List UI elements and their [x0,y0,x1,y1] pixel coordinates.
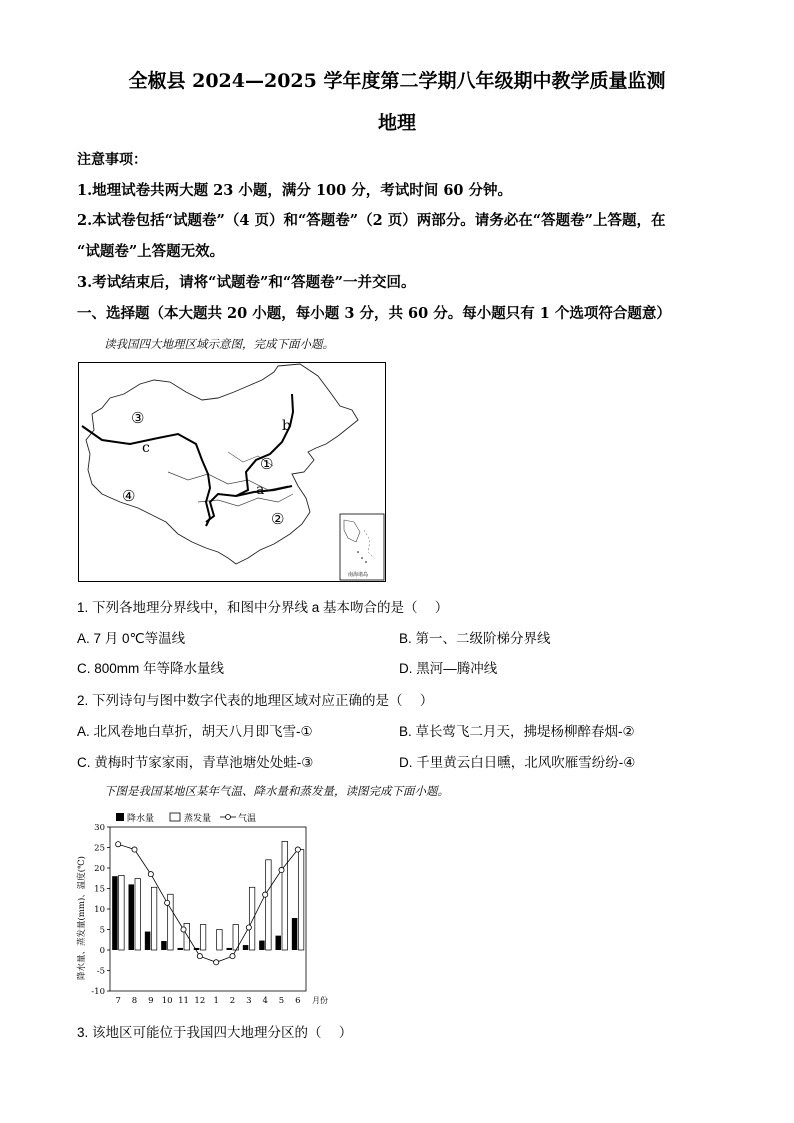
temp-point [214,960,219,965]
temp-point [230,954,235,959]
notice-item-2b: “试题卷”上答题无效。 [77,243,225,260]
map-label-c: c [142,440,150,456]
chart-legend [116,812,256,824]
temp-point [295,847,300,852]
legend-swatch-precip [116,813,124,821]
q2-stem: 2. 下列诗句与图中数字代表的地理区域对应正确的是（ ） [77,693,434,708]
q1-option-a[interactable]: A. 7 月 0℃等温线 [77,631,186,646]
evap-bar [282,841,288,950]
map-label-4: ④ [122,487,136,505]
evap-bar [266,860,272,950]
precip-bar [227,948,233,950]
q1-option-d[interactable]: D. 黑河—腾冲线 [399,661,498,676]
evap-bar [233,925,239,950]
subject-title: 地理 [377,112,416,134]
precip-bar [129,884,135,950]
temp-point [116,842,121,847]
evap-bar [119,875,125,950]
y-tick-label: 30 [94,823,105,833]
q1-option-b[interactable]: B. 第一、二级阶梯分界线 [399,631,551,646]
x-tick-label: 6 [295,996,301,1006]
legend-precip: 降水量 [127,814,155,824]
y-tick-label: 0 [99,946,105,956]
evap-bar [200,925,206,950]
x-tick-label: 5 [278,996,285,1006]
precip-bar [178,948,184,950]
map-label-3: ③ [131,409,145,427]
notice-heading: 注意事项： [77,152,147,168]
legend-temp: 气温 [238,814,257,824]
exam-title: 全椒县 2024—2025 学年度第二学期八年级期中教学质量监测 [128,70,666,92]
legend-evap: 蒸发量 [184,814,212,824]
temp-point [197,954,202,959]
y-tick-label: 5 [99,925,105,936]
q2-option-d[interactable]: D. 千里黄云白日曛，北风吹雁雪纷纷-④ [399,755,636,770]
precip-bar [259,941,265,950]
evap-bar [217,930,223,951]
x-tick-label: 12 [194,996,206,1006]
evap-bar [298,850,304,950]
temp-point [132,847,137,852]
q1-option-c[interactable]: C. 800mm 年等降水量线 [77,661,225,676]
temp-point [279,867,284,872]
y-tick-label: -10 [91,987,105,997]
evap-bar [249,887,255,950]
china-regions-map [78,362,386,582]
y-axis-label: 降水量、蒸发量(mm)、温度(℃) [77,856,87,980]
temp-point [148,872,153,877]
climate-chart [70,808,340,1008]
chart-intro: 下图是我国某地区某年气温、降水量和蒸发量，读图完成下面小题。 [104,784,449,798]
q3-stem: 3. 该地区可能位于我国四大地理分区的（ ） [77,1025,353,1040]
temp-point [246,925,251,930]
y-tick-label: -5 [96,966,105,977]
precip-bar [112,876,118,950]
x-tick-label: 11 [178,996,189,1006]
temp-point [165,900,170,905]
x-tick-label: 10 [161,996,173,1006]
notice-item-2a: 2.本试卷包括“试题卷”（4 页）和“答题卷”（2 页）两部分。请务必在“答题卷”上答题，在 [77,212,666,229]
x-axis-label: 月份 [312,996,328,1005]
map-label-2: ② [271,510,285,528]
y-tick-label: 25 [94,843,105,854]
x-tick-label: 1 [213,996,219,1006]
map-label-1: ① [260,455,274,473]
q2-option-c[interactable]: C. 黄梅时节家家雨，青草池塘处处蛙-③ [77,755,314,770]
y-tick-label: 15 [94,884,105,895]
inset-frame [340,514,384,580]
legend-swatch-evap [170,813,180,821]
x-tick-label: 9 [148,996,154,1006]
precip-bar [276,936,282,950]
x-tick-label: 3 [246,996,252,1006]
section-heading: 一、选择题（本大题共 20 小题，每小题 3 分，共 60 分。每小题只有 1 个选项符合题意） [77,305,671,322]
evap-bar [151,887,157,950]
notice-item-1: 1.地理试卷共两大题 23 小题，满分 100 分，考试时间 60 分钟。 [77,182,513,199]
x-tick-label: 2 [229,996,236,1006]
map-label-b: b [282,418,291,434]
notice-item-3: 3.考试结束后，请将“试题卷”和“答题卷”一并交回。 [77,274,416,291]
temp-point [263,892,268,897]
q2-option-a[interactable]: A. 北风卷地白草折，胡天八月即飞雪-① [77,724,313,739]
q1-stem: 1. 下列各地理分界线中，和图中分界线 a 基本吻合的是（ ） [77,600,449,615]
map-label-a: a [256,482,265,498]
evap-bar [135,879,141,950]
precip-bar [243,945,249,950]
x-tick-label: 8 [131,996,138,1006]
y-tick-label: 10 [94,905,105,915]
precip-bar [145,932,151,950]
q2-option-b[interactable]: B. 草长莺飞二月天，拂堤杨柳醉春烟-② [399,724,635,739]
x-tick-label: 4 [262,996,268,1006]
precip-bar [292,918,298,950]
map-intro: 读我国四大地理区域示意图，完成下面小题。 [104,337,334,351]
y-tick-label: 20 [94,864,105,874]
precip-bar [161,941,167,950]
x-tick-label: 7 [115,996,121,1006]
inset-label: 南海诸岛 [348,572,369,578]
temp-point [181,927,186,932]
